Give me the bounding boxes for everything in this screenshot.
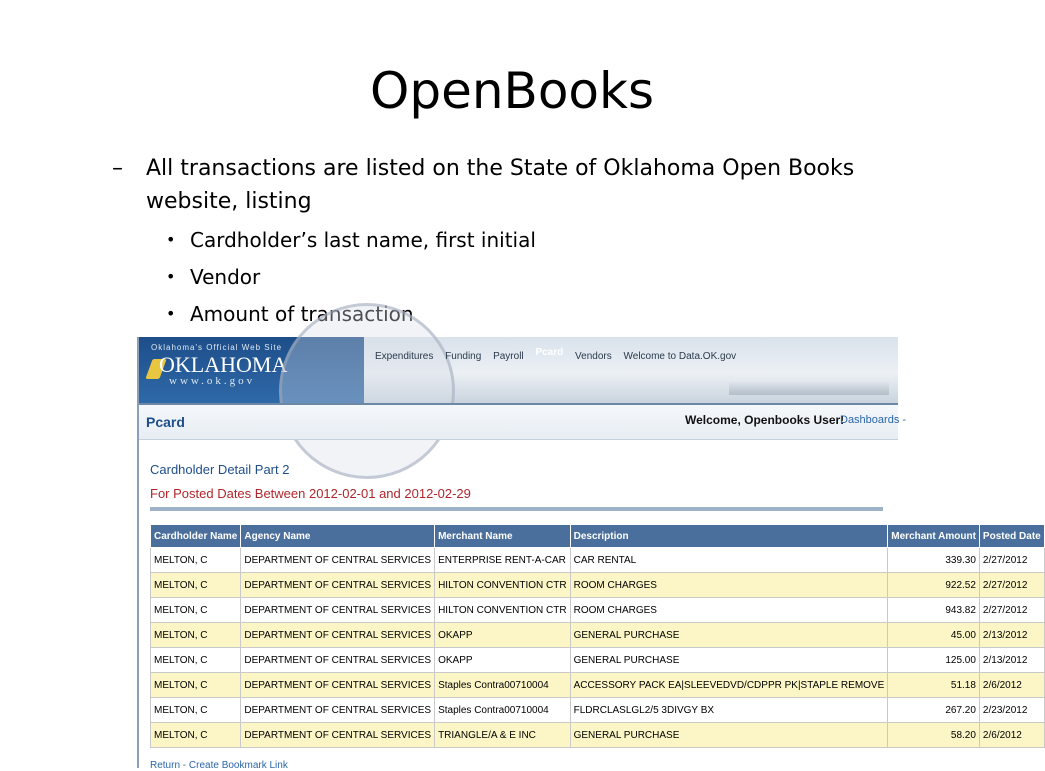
- footer-links[interactable]: Return - Create Bookmark Link: [150, 760, 288, 771]
- table-cell: GENERAL PURCHASE: [570, 723, 888, 748]
- site-name: OKLAHOMA: [159, 352, 288, 377]
- table-cell: MELTON, C: [151, 698, 241, 723]
- table-cell: 2/27/2012: [979, 548, 1044, 573]
- table-cell: DEPARTMENT OF CENTRAL SERVICES: [241, 648, 435, 673]
- table-cell: DEPARTMENT OF CENTRAL SERVICES: [241, 723, 435, 748]
- page-header: [139, 405, 907, 440]
- table-row: [151, 623, 1045, 648]
- table-cell: ENTERPRISE RENT-A-CAR: [435, 548, 571, 573]
- column-header[interactable]: Agency Name: [241, 525, 435, 548]
- main-bullet: [112, 152, 902, 218]
- table-cell: ROOM CHARGES: [570, 573, 888, 598]
- table-cell: ACCESSORY PACK EA|SLEEVEDVD/CDPPR PK|STAPLE REMOVE: [570, 673, 888, 698]
- bullet-dot-icon: •: [166, 267, 176, 286]
- nav-expenditures[interactable]: Expenditures: [375, 351, 434, 362]
- table-cell: HILTON CONVENTION CTR: [435, 598, 571, 623]
- column-header[interactable]: Merchant Name: [435, 525, 571, 548]
- report-title: Cardholder Detail Part 2: [150, 462, 290, 477]
- table-cell: DEPARTMENT OF CENTRAL SERVICES: [241, 673, 435, 698]
- table-cell: MELTON, C: [151, 573, 241, 598]
- table-cell: MELTON, C: [151, 723, 241, 748]
- table-row: [151, 673, 1045, 698]
- table-cell: MELTON, C: [151, 623, 241, 648]
- report-divider: [150, 507, 883, 511]
- table-row: [151, 573, 1045, 598]
- sub-bullet: • Vendor: [166, 265, 261, 289]
- table-cell: MELTON, C: [151, 598, 241, 623]
- nav-funding[interactable]: Funding: [445, 351, 482, 362]
- table-row: [151, 723, 1045, 748]
- table-cell: 943.82: [888, 598, 980, 623]
- table-cell: CAR RENTAL: [570, 548, 888, 573]
- column-header[interactable]: Description: [570, 525, 888, 548]
- table-row: [151, 698, 1045, 723]
- nav-welcome-data[interactable]: Welcome to Data.OK.gov: [623, 351, 737, 362]
- table-cell: DEPARTMENT OF CENTRAL SERVICES: [241, 598, 435, 623]
- sub-bullet: • Cardholder’s last name, first initial: [166, 228, 536, 252]
- table-cell: Staples Contra00710004: [435, 673, 571, 698]
- table-cell: 2/23/2012: [979, 698, 1044, 723]
- table-cell: MELTON, C: [151, 648, 241, 673]
- table-row: [151, 598, 1045, 623]
- table-cell: 58.20: [888, 723, 980, 748]
- table-cell: MELTON, C: [151, 548, 241, 573]
- column-header[interactable]: Merchant Amount: [888, 525, 980, 548]
- site-url: www.ok.gov: [169, 375, 256, 387]
- table-cell: 45.00: [888, 623, 980, 648]
- report-subtitle: For Posted Dates Between 2012-02-01 and 2012-02-29: [150, 486, 471, 501]
- state-seal-watermark: [279, 303, 455, 479]
- table-cell: GENERAL PURCHASE: [570, 623, 888, 648]
- nav-vendors[interactable]: Vendors: [575, 351, 612, 362]
- table-cell: 339.30: [888, 548, 980, 573]
- table-cell: 2/27/2012: [979, 598, 1044, 623]
- welcome-message: Welcome, Openbooks User!: [685, 413, 845, 427]
- table-cell: TRIANGLE/A & E INC: [435, 723, 571, 748]
- page-title: Pcard: [146, 414, 185, 430]
- table-cell: FLDRCLASLGL2/5 3DIVGY BX: [570, 698, 888, 723]
- dashboards-link[interactable]: Dashboards -: [840, 414, 907, 426]
- site-banner: [139, 337, 898, 403]
- nav-pcard[interactable]: Pcard: [535, 347, 564, 358]
- nav-payroll[interactable]: Payroll: [493, 351, 524, 362]
- site-label: Oklahoma's Official Web Site: [151, 343, 283, 352]
- table-cell: DEPARTMENT OF CENTRAL SERVICES: [241, 698, 435, 723]
- table-cell: 2/13/2012: [979, 623, 1044, 648]
- table-cell: 2/6/2012: [979, 723, 1044, 748]
- table-cell: DEPARTMENT OF CENTRAL SERVICES: [241, 573, 435, 598]
- table-row: [151, 648, 1045, 673]
- top-nav: [375, 347, 745, 362]
- table-row: [151, 548, 1045, 573]
- table-cell: DEPARTMENT OF CENTRAL SERVICES: [241, 548, 435, 573]
- table-cell: 2/27/2012: [979, 573, 1044, 598]
- table-cell: 2/6/2012: [979, 673, 1044, 698]
- table-cell: 2/13/2012: [979, 648, 1044, 673]
- table-cell: GENERAL PURCHASE: [570, 648, 888, 673]
- table-cell: 267.20: [888, 698, 980, 723]
- table-header-row: [151, 525, 1045, 548]
- bullet-dash: –: [112, 156, 123, 181]
- column-header[interactable]: Posted Date: [979, 525, 1044, 548]
- main-bullet-text: All transactions are listed on the State of Oklahoma Open Books website, listing: [146, 156, 855, 214]
- table-cell: ROOM CHARGES: [570, 598, 888, 623]
- table-cell: 922.52: [888, 573, 980, 598]
- table-cell: 51.18: [888, 673, 980, 698]
- table-cell: OKAPP: [435, 623, 571, 648]
- table-cell: Staples Contra00710004: [435, 698, 571, 723]
- bullet-dot-icon: •: [166, 230, 176, 249]
- column-header[interactable]: Cardholder Name: [151, 525, 241, 548]
- table-body: [151, 548, 1045, 748]
- sub-bullet: • Amount of transaction: [166, 302, 414, 326]
- transactions-table: [150, 524, 1045, 748]
- capitol-silhouette: [729, 381, 889, 395]
- table-cell: DEPARTMENT OF CENTRAL SERVICES: [241, 623, 435, 648]
- slide-title: OpenBooks: [369, 62, 655, 120]
- table-cell: 125.00: [888, 648, 980, 673]
- table-cell: MELTON, C: [151, 673, 241, 698]
- table-cell: OKAPP: [435, 648, 571, 673]
- openbooks-screenshot: [137, 337, 1041, 771]
- bullet-dot-icon: •: [166, 304, 176, 323]
- table-cell: HILTON CONVENTION CTR: [435, 573, 571, 598]
